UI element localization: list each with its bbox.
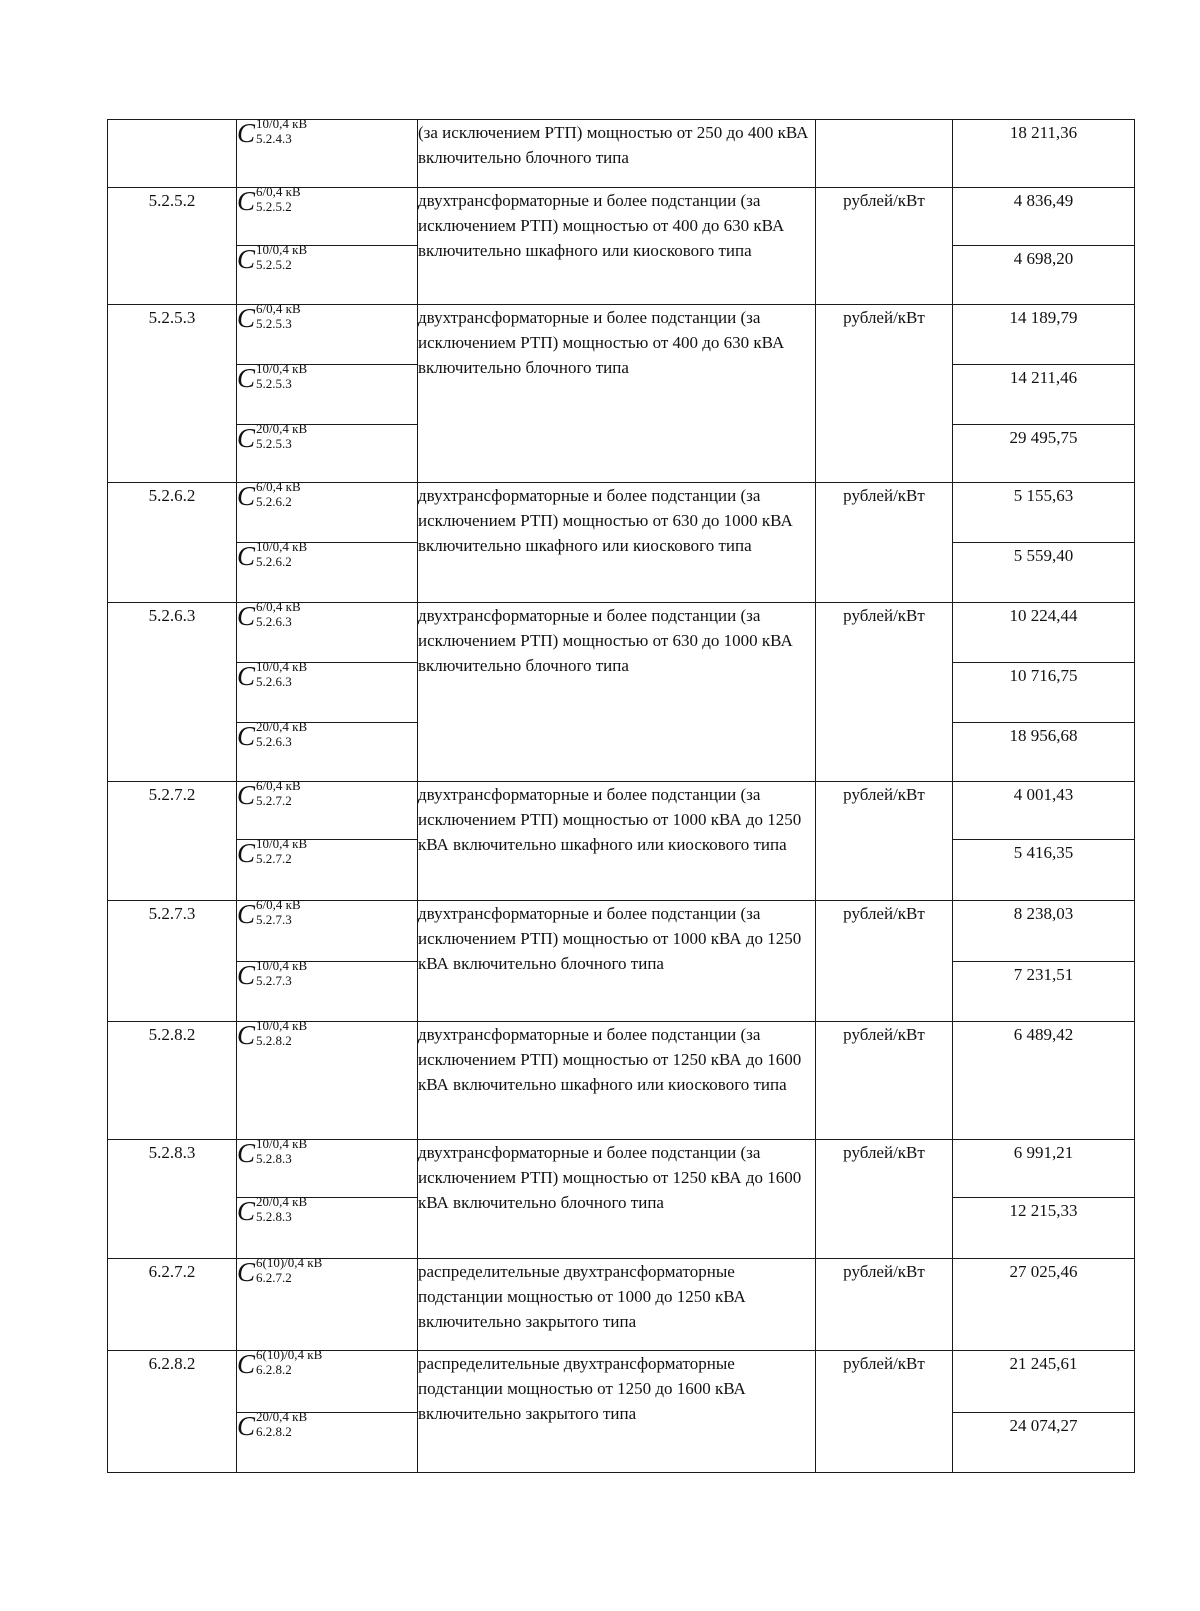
symbol-scripts xyxy=(256,479,301,509)
unit-cell: рублей/кВт xyxy=(816,1022,953,1140)
symbol-superscript: 6(10)/0,4 кВ xyxy=(256,1347,323,1362)
symbol-superscript: 6(10)/0,4 кВ xyxy=(256,1255,323,1270)
symbol-subscript: 5.2.6.3 xyxy=(256,614,292,629)
rate-symbol xyxy=(237,599,301,631)
value-cell: 14 189,79 xyxy=(953,305,1135,365)
rate-symbol-cell xyxy=(237,958,418,1022)
symbol-letter: C xyxy=(237,960,256,990)
rate-symbol-cell xyxy=(237,1194,418,1259)
symbol-letter: C xyxy=(237,541,256,571)
rate-symbol-cell xyxy=(237,836,418,901)
item-code-cell: 5.2.7.2 xyxy=(108,782,237,901)
table-row xyxy=(108,901,1135,962)
rate-symbol-cell xyxy=(237,778,418,840)
symbol-superscript: 6/0,4 кВ xyxy=(256,184,301,199)
symbol-superscript: 20/0,4 кВ xyxy=(256,1409,308,1424)
symbol-letter: C xyxy=(237,601,256,631)
symbol-letter: C xyxy=(237,423,256,453)
symbol-superscript: 10/0,4 кВ xyxy=(256,836,308,851)
symbol-subscript: 5.2.7.2 xyxy=(256,793,292,808)
item-code-cell xyxy=(108,120,237,188)
rate-symbol xyxy=(237,958,308,990)
symbol-scripts xyxy=(256,301,301,331)
symbol-subscript: 5.2.6.3 xyxy=(256,674,292,689)
symbol-superscript: 20/0,4 кВ xyxy=(256,1194,308,1209)
symbol-letter: C xyxy=(237,1411,256,1441)
rate-symbol xyxy=(237,184,301,216)
table-row xyxy=(108,1140,1135,1198)
table-row xyxy=(108,603,1135,663)
symbol-subscript: 5.2.8.2 xyxy=(256,1033,292,1048)
symbol-scripts xyxy=(256,836,308,866)
rate-symbol xyxy=(237,242,308,274)
description-cell: двухтрансформаторные и более подстанции (за исключением РТП) мощностью от 1250 кВА до 1600 кВА включительно шкафного или киоскового типа xyxy=(418,1022,816,1140)
unit-cell xyxy=(816,120,953,188)
rate-symbol xyxy=(237,1136,308,1168)
symbol-scripts xyxy=(256,242,308,272)
rate-symbol-cell xyxy=(237,719,418,782)
value-cell: 5 416,35 xyxy=(953,840,1135,901)
symbol-subscript: 6.2.7.2 xyxy=(256,1270,292,1285)
value-cell: 24 074,27 xyxy=(953,1413,1135,1473)
symbol-scripts xyxy=(256,1136,308,1166)
symbol-letter: C xyxy=(237,780,256,810)
symbol-subscript: 5.2.5.2 xyxy=(256,199,292,214)
rate-symbol-cell xyxy=(237,599,418,663)
item-code-cell: 6.2.8.2 xyxy=(108,1351,237,1473)
rate-symbol-cell xyxy=(237,421,418,483)
symbol-superscript: 10/0,4 кВ xyxy=(256,116,308,131)
item-code-cell: 5.2.8.3 xyxy=(108,1140,237,1259)
item-code-cell: 5.2.5.3 xyxy=(108,305,237,483)
rate-symbol-cell xyxy=(237,897,418,962)
table-row xyxy=(108,483,1135,543)
description-cell: распределительные двухтрансформаторные подстанции мощностью от 1250 до 1600 кВА включительно закрытого типа xyxy=(418,1351,816,1473)
symbol-scripts xyxy=(256,184,301,214)
symbol-subscript: 6.2.8.2 xyxy=(256,1424,292,1439)
symbol-letter: C xyxy=(237,118,256,148)
unit-cell: рублей/кВт xyxy=(816,483,953,603)
unit-cell: рублей/кВт xyxy=(816,782,953,901)
symbol-letter: C xyxy=(237,186,256,216)
symbol-scripts xyxy=(256,659,308,689)
rate-symbol-cell xyxy=(237,242,418,305)
symbol-letter: C xyxy=(237,721,256,751)
symbol-scripts xyxy=(256,1018,308,1048)
rate-symbol-cell xyxy=(237,1136,418,1198)
rate-symbol xyxy=(237,301,301,333)
symbol-letter: C xyxy=(237,1020,256,1050)
symbol-scripts xyxy=(256,1347,323,1377)
symbol-letter: C xyxy=(237,1196,256,1226)
unit-cell: рублей/кВт xyxy=(816,901,953,1022)
value-cell: 10 716,75 xyxy=(953,663,1135,723)
unit-cell: рублей/кВт xyxy=(816,188,953,305)
symbol-superscript: 10/0,4 кВ xyxy=(256,242,308,257)
symbol-scripts xyxy=(256,539,308,569)
symbol-subscript: 5.2.7.3 xyxy=(256,912,292,927)
value-cell: 27 025,46 xyxy=(953,1259,1135,1351)
value-cell: 18 211,36 xyxy=(953,120,1135,188)
item-code-cell: 6.2.7.2 xyxy=(108,1259,237,1351)
symbol-subscript: 5.2.5.3 xyxy=(256,316,292,331)
symbol-superscript: 20/0,4 кВ xyxy=(256,421,308,436)
rate-symbol-cell xyxy=(237,659,418,723)
symbol-subscript: 5.2.5.2 xyxy=(256,257,292,272)
rate-symbol xyxy=(237,479,301,511)
rate-symbol-cell xyxy=(237,539,418,603)
rate-symbol-cell xyxy=(237,479,418,543)
symbol-superscript: 6/0,4 кВ xyxy=(256,599,301,614)
symbol-subscript: 5.2.6.3 xyxy=(256,734,292,749)
symbol-superscript: 6/0,4 кВ xyxy=(256,897,301,912)
symbol-scripts xyxy=(256,1409,308,1439)
unit-cell: рублей/кВт xyxy=(816,1140,953,1259)
rate-symbol xyxy=(237,1347,323,1379)
unit-cell: рублей/кВт xyxy=(816,1351,953,1473)
symbol-scripts xyxy=(256,421,308,451)
symbol-superscript: 6/0,4 кВ xyxy=(256,479,301,494)
table-row xyxy=(108,188,1135,246)
symbol-scripts xyxy=(256,1255,323,1285)
value-cell: 29 495,75 xyxy=(953,425,1135,483)
value-cell: 14 211,46 xyxy=(953,365,1135,425)
description-cell: двухтрансформаторные и более подстанции (за исключением РТП) мощностью от 630 до 1000 кВА включительно шкафного или киоскового типа xyxy=(418,483,816,603)
rate-symbol xyxy=(237,836,308,868)
description-cell: двухтрансформаторные и более подстанции (за исключением РТП) мощностью от 1250 кВА до 1600 кВА включительно блочного типа xyxy=(418,1140,816,1259)
table-row xyxy=(108,305,1135,365)
symbol-subscript: 5.2.8.3 xyxy=(256,1209,292,1224)
value-cell: 5 155,63 xyxy=(953,483,1135,543)
rate-symbol xyxy=(237,421,308,453)
table-row xyxy=(108,1351,1135,1413)
item-code-cell: 5.2.8.2 xyxy=(108,1022,237,1140)
rate-symbol-cell xyxy=(237,1018,418,1140)
symbol-scripts xyxy=(256,1194,308,1224)
symbol-subscript: 5.2.5.3 xyxy=(256,376,292,391)
rate-symbol-cell xyxy=(237,1347,418,1413)
symbol-letter: C xyxy=(237,1257,256,1287)
symbol-scripts xyxy=(256,719,308,749)
symbol-subscript: 5.2.7.3 xyxy=(256,973,292,988)
symbol-subscript: 5.2.6.2 xyxy=(256,554,292,569)
symbol-letter: C xyxy=(237,838,256,868)
symbol-superscript: 10/0,4 кВ xyxy=(256,659,308,674)
symbol-superscript: 10/0,4 кВ xyxy=(256,958,308,973)
value-cell: 21 245,61 xyxy=(953,1351,1135,1413)
item-code-cell: 5.2.5.2 xyxy=(108,188,237,305)
symbol-subscript: 6.2.8.2 xyxy=(256,1362,292,1377)
symbol-superscript: 10/0,4 кВ xyxy=(256,1018,308,1033)
symbol-superscript: 6/0,4 кВ xyxy=(256,778,301,793)
value-cell: 4 836,49 xyxy=(953,188,1135,246)
description-cell: распределительные двухтрансформаторные подстанции мощностью от 1000 до 1250 кВА включительно закрытого типа xyxy=(418,1259,816,1351)
rate-symbol xyxy=(237,1018,308,1050)
symbol-subscript: 5.2.8.3 xyxy=(256,1151,292,1166)
description-cell: двухтрансформаторные и более подстанции (за исключением РТП) мощностью от 1000 кВА до 1250 кВА включительно блочного типа xyxy=(418,901,816,1022)
value-cell: 8 238,03 xyxy=(953,901,1135,962)
symbol-subscript: 5.2.7.2 xyxy=(256,851,292,866)
value-cell: 10 224,44 xyxy=(953,603,1135,663)
symbol-scripts xyxy=(256,897,301,927)
rate-symbol xyxy=(237,659,308,691)
symbol-scripts xyxy=(256,116,308,146)
symbol-letter: C xyxy=(237,244,256,274)
symbol-letter: C xyxy=(237,1349,256,1379)
value-cell: 18 956,68 xyxy=(953,723,1135,782)
symbol-letter: C xyxy=(237,481,256,511)
symbol-superscript: 20/0,4 кВ xyxy=(256,719,308,734)
rate-symbol xyxy=(237,1255,323,1287)
rate-symbol-cell xyxy=(237,361,418,425)
table-row xyxy=(108,1022,1135,1140)
symbol-scripts xyxy=(256,778,301,808)
rate-symbol-cell xyxy=(237,301,418,365)
rate-symbol xyxy=(237,719,308,751)
description-cell: двухтрансформаторные и более подстанции (за исключением РТП) мощностью от 1000 кВА до 1250 кВА включительно шкафного или киоскового типа xyxy=(418,782,816,901)
table-row xyxy=(108,120,1135,188)
rate-symbol xyxy=(237,1409,308,1441)
symbol-superscript: 10/0,4 кВ xyxy=(256,1136,308,1151)
item-code-cell: 5.2.7.3 xyxy=(108,901,237,1022)
value-cell: 4 001,43 xyxy=(953,782,1135,840)
value-cell: 6 489,42 xyxy=(953,1022,1135,1140)
description-cell: двухтрансформаторные и более подстанции (за исключением РТП) мощностью от 400 до 630 кВА включительно шкафного или киоскового типа xyxy=(418,188,816,305)
symbol-letter: C xyxy=(237,899,256,929)
symbol-letter: C xyxy=(237,661,256,691)
symbol-superscript: 10/0,4 кВ xyxy=(256,539,308,554)
description-cell: двухтрансформаторные и более подстанции (за исключением РТП) мощностью от 630 до 1000 кВА включительно блочного типа xyxy=(418,603,816,782)
rate-symbol-cell xyxy=(237,184,418,246)
rate-symbol xyxy=(237,116,308,148)
value-cell: 6 991,21 xyxy=(953,1140,1135,1198)
item-code-cell: 5.2.6.3 xyxy=(108,603,237,782)
rate-symbol-cell xyxy=(237,1409,418,1473)
rate-symbol xyxy=(237,897,301,929)
value-cell: 7 231,51 xyxy=(953,962,1135,1022)
item-code-cell: 5.2.6.2 xyxy=(108,483,237,603)
symbol-superscript: 6/0,4 кВ xyxy=(256,301,301,316)
symbol-letter: C xyxy=(237,1138,256,1168)
symbol-letter: C xyxy=(237,303,256,333)
symbol-letter: C xyxy=(237,363,256,393)
value-cell: 12 215,33 xyxy=(953,1198,1135,1259)
unit-cell: рублей/кВт xyxy=(816,1259,953,1351)
rate-symbol xyxy=(237,778,301,810)
description-cell: (за исключением РТП) мощностью от 250 до 400 кВА включительно блочного типа xyxy=(418,120,816,188)
symbol-subscript: 5.2.6.2 xyxy=(256,494,292,509)
symbol-subscript: 5.2.4.3 xyxy=(256,131,292,146)
symbol-scripts xyxy=(256,958,308,988)
symbol-subscript: 5.2.5.3 xyxy=(256,436,292,451)
unit-cell: рублей/кВт xyxy=(816,305,953,483)
value-cell: 5 559,40 xyxy=(953,543,1135,603)
rate-symbol xyxy=(237,361,308,393)
rate-symbol xyxy=(237,539,308,571)
table-row xyxy=(108,1259,1135,1351)
description-cell: двухтрансформаторные и более подстанции (за исключением РТП) мощностью от 400 до 630 кВА включительно блочного типа xyxy=(418,305,816,483)
rate-symbol-cell xyxy=(237,1255,418,1351)
symbol-scripts xyxy=(256,599,301,629)
symbol-scripts xyxy=(256,361,308,391)
symbol-superscript: 10/0,4 кВ xyxy=(256,361,308,376)
value-cell: 4 698,20 xyxy=(953,246,1135,305)
rate-symbol xyxy=(237,1194,308,1226)
table-row xyxy=(108,782,1135,840)
unit-cell: рублей/кВт xyxy=(816,603,953,782)
tariff-table xyxy=(107,116,1135,1473)
rate-symbol-cell xyxy=(237,116,418,188)
